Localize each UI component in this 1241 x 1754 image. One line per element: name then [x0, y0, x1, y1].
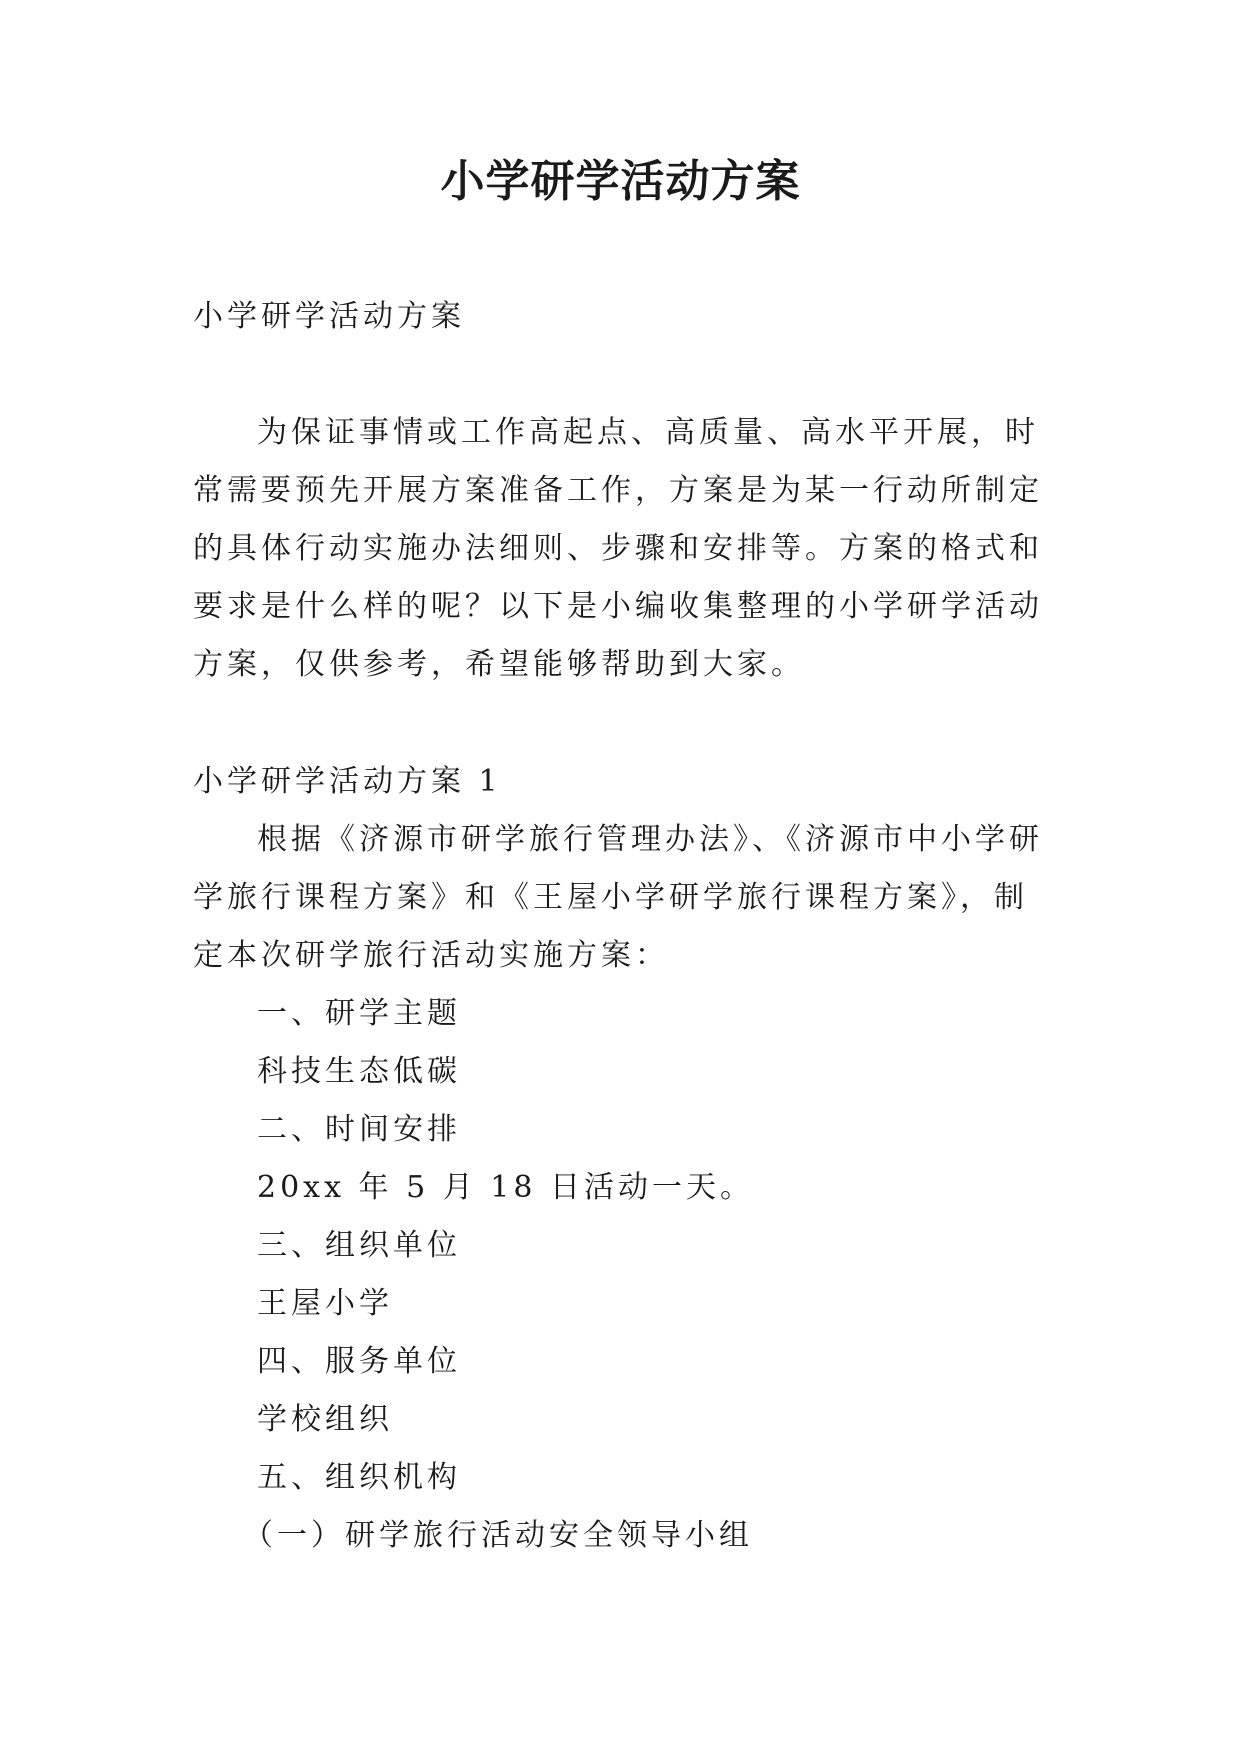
item-theme-value: 科技生态低碳: [257, 1054, 461, 1089]
section-1-paragraph: 根据《济源市研学旅行管理办法》、《济源市中小学研学旅行课程方案》和《王屋小学研学旅行课程方案》，制定本次研学旅行活动实施方案：: [193, 822, 1043, 973]
item-heading-theme: 一、研学主题: [257, 996, 461, 1031]
document-title: 小学研学活动方案: [440, 156, 801, 207]
item-heading-service: 四、服务单位: [257, 1344, 461, 1379]
item-service-value: 学校组织: [257, 1402, 393, 1437]
item-heading-schedule: 二、时间安排: [257, 1112, 461, 1147]
intro-paragraph: 为保证事情或工作高起点、高质量、高水平开展，时常需要预先开展方案准备工作，方案是为某一行动所制定的具体行动实施办法细则、步骤和安排等。方案的格式和要求是什么样的呢？以下是小编收集整理的小学研学活动方案，仅供参考，希望能够帮助到大家。: [193, 415, 1043, 682]
section-1-heading: 小学研学活动方案 1: [193, 764, 502, 799]
item-organizer-value: 王屋小学: [257, 1286, 393, 1321]
item-heading-organizer: 三、组织单位: [257, 1228, 461, 1263]
subheading-safety-group: （一）研学旅行活动安全领导小组: [243, 1518, 753, 1553]
item-schedule-value: 20xx 年 5 月 18 日活动一天。: [257, 1170, 754, 1205]
document-subtitle: 小学研学活动方案: [193, 299, 465, 334]
section-1: [193, 753, 1053, 1565]
item-heading-structure: 五、组织机构: [257, 1460, 461, 1495]
